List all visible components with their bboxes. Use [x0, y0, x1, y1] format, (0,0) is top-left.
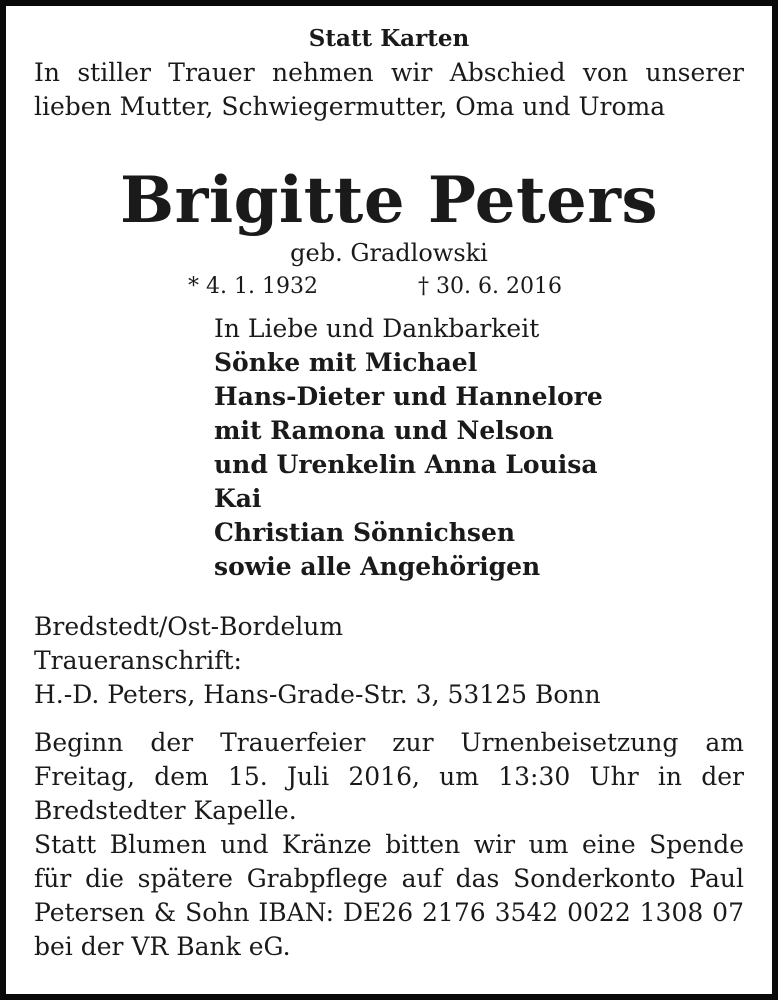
mourner-name: mit Ramona und Nelson — [214, 416, 554, 445]
mourner-name: Kai — [214, 484, 262, 513]
donation-line-3: Petersen & Sohn IBAN: DE26 2176 3542 0022 1308 07 — [34, 898, 744, 927]
death-date: † 30. 6. 2016 — [418, 274, 562, 299]
mourners-list — [214, 312, 744, 584]
ceremony-line-1: Beginn der Trauerfeier zur Urnenbeisetzung am — [34, 728, 744, 757]
intro-line-1: In stiller Trauer nehmen wir Abschied von unserer — [34, 58, 744, 87]
mourner-name: Sönke mit Michael — [214, 348, 478, 377]
intro-line-2: lieben Mutter, Schwiegermutter, Oma und Uroma — [34, 92, 666, 121]
location: Bredstedt/Ost-Bordelum — [34, 612, 344, 641]
mourner-name: und Urenkelin Anna Louisa — [214, 450, 598, 479]
ceremony-line-3: Bredstedter Kapelle. — [34, 796, 297, 825]
obituary-content — [34, 22, 744, 964]
mourner-name: Christian Sönnichsen — [214, 518, 516, 547]
address-line: H.-D. Peters, Hans-Grade-Str. 3, 53125 Bonn — [34, 680, 601, 709]
deceased-name: Brigitte Peters — [120, 163, 658, 238]
donation-block — [34, 828, 744, 964]
donation-line-1: Statt Blumen und Kränze bitten wir um eine Spende — [34, 830, 744, 859]
mourner-name: Hans-Dieter und Hannelore — [214, 382, 603, 411]
mourner-name: sowie alle Angehörigen — [214, 552, 541, 581]
birth-date: * 4. 1. 1932 — [188, 274, 318, 299]
address-block — [34, 610, 744, 712]
maiden-name: geb. Gradlowski — [290, 239, 488, 267]
address-label: Traueranschrift: — [34, 646, 242, 675]
life-dates — [34, 268, 744, 308]
donation-line-2: für die spätere Grabpflege auf das Sonderkonto Paul — [34, 864, 744, 893]
notice-heading: Statt Karten — [308, 25, 470, 52]
mourners-intro: In Liebe und Dankbarkeit — [214, 314, 540, 343]
ceremony-line-2: Freitag, dem 15. Juli 2016, um 13:30 Uhr in der — [34, 762, 744, 791]
ceremony-block — [34, 726, 744, 828]
donation-line-4: bei der VR Bank eG. — [34, 932, 291, 961]
